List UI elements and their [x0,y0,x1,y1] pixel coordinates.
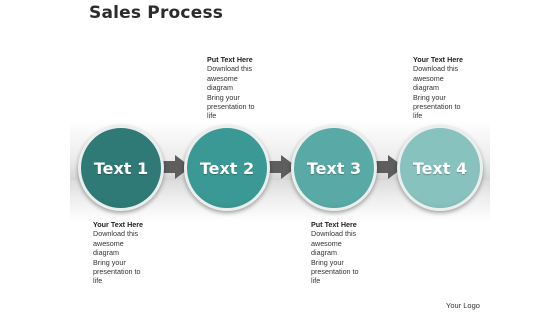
note-heading: Your Text Here [413,55,464,64]
slide-title: Sales Process [89,3,224,23]
step-circle-1 [78,125,164,211]
note-body: Download this awesome diagram Bring your presentation to life [93,229,141,286]
note-body: Download this awesome diagram Bring your presentation to life [311,229,359,286]
note-heading: Your Text Here [93,220,144,229]
note-heading: Put Text Here [311,220,357,229]
step-label: Text 2 [199,158,255,178]
step-circle-4 [397,125,483,211]
note-step-1 [93,220,165,286]
note-body: Download this awesome diagram Bring your presentation to life [413,64,461,121]
step-label: Text 1 [93,158,149,178]
note-step-4 [413,55,485,121]
logo-placeholder: Your Logo [446,301,480,310]
note-step-2 [207,55,279,121]
note-body: Download this awesome diagram Bring your presentation to life [207,64,255,121]
step-circle-2 [184,125,270,211]
step-label: Text 4 [412,158,468,178]
note-step-3 [311,220,383,286]
step-label: Text 3 [306,158,362,178]
step-circle-3 [291,125,377,211]
note-heading: Put Text Here [207,55,253,64]
